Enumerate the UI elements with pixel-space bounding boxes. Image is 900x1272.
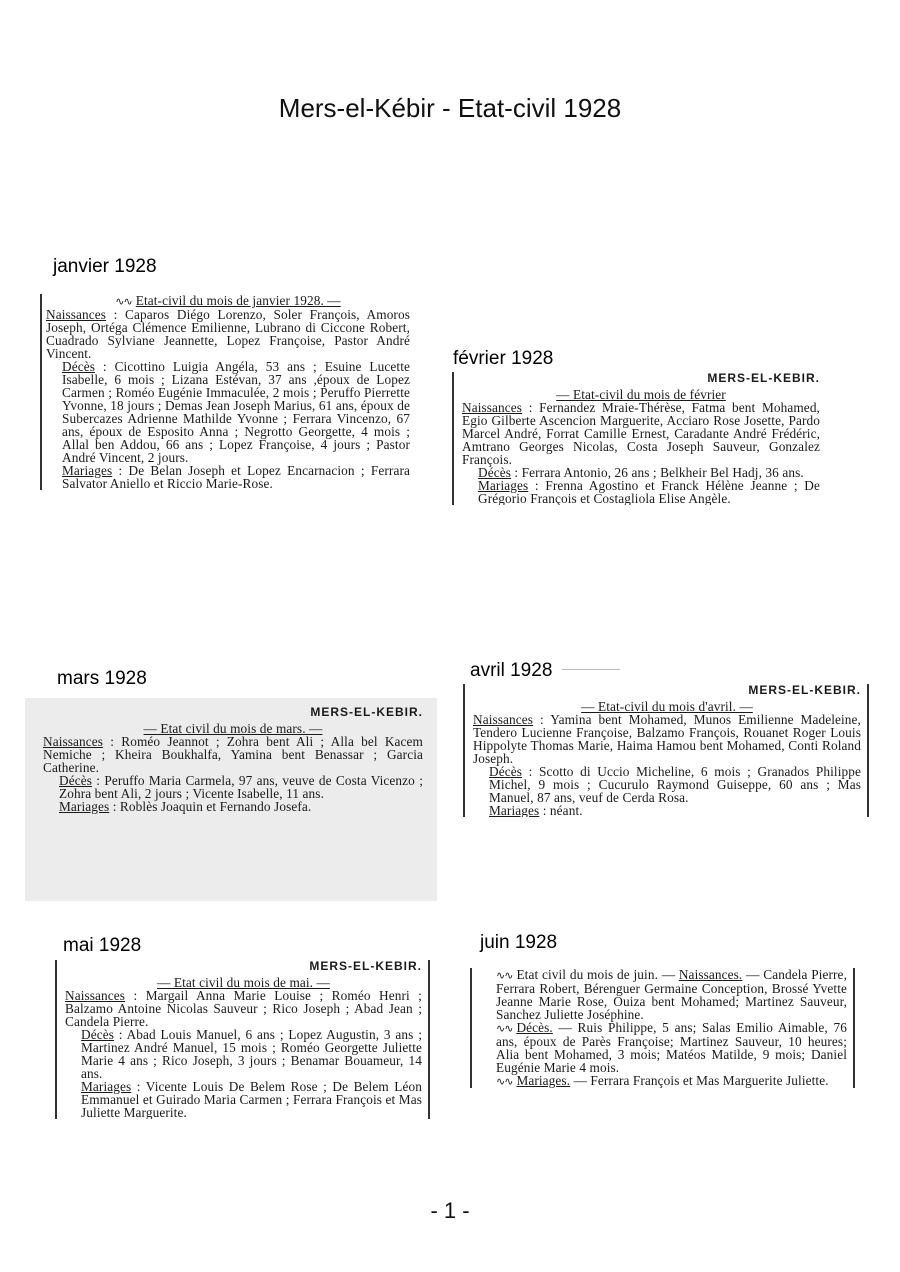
- naissances-paragraph: Naissances : Yamina bent Mohamed, Munos Emilienne Madeleine, Tendero Lucienne Françoise, Balzamo François, Rouanet Roger Louis Hippolyte Thomas Marie, Haima Hamou bent Mohamed, Conti Roland Joseph.: [473, 712, 861, 766]
- clipping-mai: [55, 960, 430, 1119]
- page-number: - 1 -: [430, 1198, 470, 1223]
- clipping-juin: [470, 968, 855, 1088]
- wave-ornament-icon: ∿∿: [115, 295, 132, 308]
- deces-paragraph: Décès : Peruffo Maria Carmela, 97 ans, veuve de Costa Vicenzo ; Zohra bent Ali, 2 jours ; Vicente Isabelle, 11 ans.: [59, 773, 423, 801]
- naissances-paragraph: Naissances : Roméo Jeannot ; Zohra bent Ali ; Alla bel Kacem Nemiche ; Kheira Boukhalfa, Yamina bent Benassar ; Garcia Catherine.: [43, 734, 423, 775]
- month-label-fevrier: février 1928: [453, 348, 554, 369]
- clipping-mars: [25, 698, 437, 901]
- deces-paragraph: Décès : Ferrara Antonio, 26 ans ; Belkheir Bel Hadj, 36 ans.: [478, 465, 804, 480]
- deces-paragraph: Décès : Abad Louis Manuel, 6 ans ; Lopez Augustin, 3 ans ; Martinez André Manuel, 15 mois ; Roméo Georgette Juliette Marie 4 ans ; Rico Joseph, 3 jours ; Benamar Bouameur, 14 ans.: [81, 1027, 422, 1081]
- masthead: MERS-EL-KEBIR.: [310, 705, 423, 719]
- clipping-header: — Etat-civil du mois de février: [556, 387, 726, 402]
- clipping-header: — Etat civil du mois de mars. —: [143, 721, 323, 736]
- clipping-header: — Etat-civil du mois d'avril. —: [581, 699, 753, 714]
- naissances-paragraph: Naissances : Caparos Diégo Lorenzo, Soler François, Amoros Joseph, Ortéga Clémence Emilienne, Lubrano di Ciccone Robert, Cuadrado Sylviane Jeannette, Lopez Françoise, Pastor André Vincent.: [46, 307, 410, 361]
- clipping-fevrier: [452, 372, 820, 505]
- month-label-juin: juin 1928: [480, 932, 558, 953]
- clipping-header: ∿∿ Etat-civil du mois de janvier 1928. —: [115, 294, 341, 308]
- month-label-avril: avril 1928: [470, 660, 553, 681]
- clipping-header: ∿∿ Etat civil du mois de juin. — Naissances. — Candela Pierre, Ferrara Robert, Bérenguer Germaine Conception, Brossé Yvette Jeanne Marie Rose, Ouiza bent Mohamed; Martinez Sauveur, Sanchez Juliette Joséphine.: [496, 968, 847, 1022]
- naissances-paragraph: Naissances : Fernandez Mraie-Thérèse, Fatma bent Mohamed, Egio Gilberte Ascencion Marguerite, Acciaro Rose Josette, Pardo Marcel André, Forrat Camille Ernest, Caradante André Frédéric, Amtrano Georges Nicolas, Costa Joseph Sauveur, Gonzalez François.: [462, 400, 820, 467]
- mariages-paragraph: Mariages : Roblès Joaquin et Fernando Josefa.: [59, 799, 312, 814]
- deces-paragraph: Décès : Scotto di Uccio Micheline, 6 mois ; Granados Philippe Michel, 9 mois ; Cucurulo Raymond Guiseppe, 60 ans ; Mas Manuel, 87 ans, veuf de Cerda Rosa.: [489, 764, 861, 805]
- mariages-paragraph: Mariages : De Belan Joseph et Lopez Encarnacion ; Ferrara Salvator Aniello et Riccio Marie-Rose.: [62, 463, 410, 490]
- wave-ornament-icon: ∿∿: [496, 1075, 513, 1088]
- mariages-paragraph: Mariages : Vicente Louis De Belem Rose ; De Belem Léon Emmanuel et Guirado Maria Carmen ; Ferrara François et Mas Juliette Marguerite.: [81, 1079, 422, 1119]
- masthead: MERS-EL-KEBIR.: [309, 960, 422, 973]
- clipping-janvier: [40, 294, 410, 490]
- month-label-mai: mai 1928: [63, 935, 142, 956]
- wave-ornament-icon: ∿∿: [496, 969, 513, 982]
- naissances-paragraph: Naissances : Margail Anna Marie Louise ; Roméo Henri ; Balzamo Antoine Nicolas Sauveur ; Rico Joseph ; Abad Jean ; Candela Pierre.: [65, 988, 422, 1029]
- deces-paragraph: ∿∿ Décès. — Ruis Philippe, 5 ans; Salas Emilio Aimable, 76 ans, époux de Parès Françoise; Martinez Sauveur, 10 heures; Alia bent Mohamed, 3 mois; Matéos Matilde, 9 mois; Daniel Eugénie Marie 4 mois.: [496, 1020, 847, 1075]
- masthead: MERS-EL-KEBIR.: [707, 372, 820, 385]
- month-label-mars: mars 1928: [57, 668, 147, 689]
- wave-ornament-icon: ∿∿: [496, 1022, 513, 1035]
- mariages-paragraph: Mariages : Frenna Agostino et Franck Hélène Jeanne ; De Grégorio François et Costagliola Elise Angèle.: [478, 478, 820, 505]
- deces-paragraph: Décès : Cicottino Luigia Angéla, 53 ans ; Esuine Lucette Isabelle, 6 mois ; Lizana Estévan, 37 ans ,époux de Lopez Carmen ; Roméo Eugénie Immaculée, 2 mois ; Peruffo Pierrette Yvonne, 18 jours ; Demas Jean Joseph Marius, 61 ans, époux de Subercazes Adrienne Mathilde Yvonne ; Ferrara Vincenzo, 67 ans, époux de Esposito Anna ; Negrotto Georgette, 4 mois ; Allal ben Addou, 66 ans ; Lopez Françoise, 4 jours ; Pastor André Vincent, 2 jours.: [62, 359, 410, 465]
- month-label-janvier: janvier 1928: [53, 256, 157, 277]
- page-title: Mers-el-Kébir - Etat-civil 1928: [278, 93, 622, 123]
- clipping-avril: [463, 684, 869, 817]
- label-rule: [562, 669, 620, 670]
- mariages-paragraph: ∿∿ Mariages. — Ferrara François et Mas Marguerite Juliette.: [496, 1073, 829, 1088]
- mariages-paragraph: Mariages : néant.: [489, 803, 583, 817]
- masthead: MERS-EL-KEBIR.: [748, 684, 861, 697]
- clipping-header: — Etat civil du mois de mai. —: [157, 975, 330, 990]
